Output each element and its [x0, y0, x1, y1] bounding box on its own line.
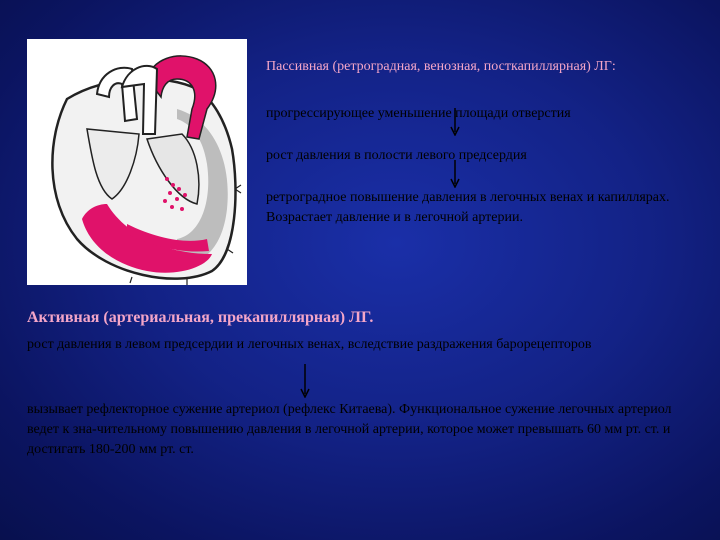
heart-illustration	[27, 39, 247, 285]
active-heading: Активная (артериальная, прекапиллярная) ЛГ.	[27, 309, 374, 326]
passive-step-1: прогрессирующее уменьшение площади отверстия	[266, 106, 571, 121]
passive-step-2: рост давления в полости левого предсердия	[266, 148, 527, 163]
down-arrow	[300, 364, 310, 398]
passive-heading: Пассивная (ретроградная, венозная, посткапиллярная) ЛГ:	[266, 59, 616, 74]
down-arrow	[450, 108, 460, 136]
down-arrow	[450, 160, 460, 188]
active-step-2: вызывает рефлекторное сужение артериол (рефлекс Китаева). Функциональное сужение легочных артериол ведет к зна-чительному повышению давления в легочной артерии, которое может превышать 60 мм рт. ст. и достигать 180-200 мм рт. ст.	[27, 402, 672, 457]
active-step-1: рост давления в левом предсердии и легочных венах, вследствие раздражения барорецепторов	[27, 337, 592, 352]
passive-step-3: ретроградное повышение давления в легочных венах и капиллярах. Возрастает давление и в легочной артерии.	[266, 190, 670, 225]
